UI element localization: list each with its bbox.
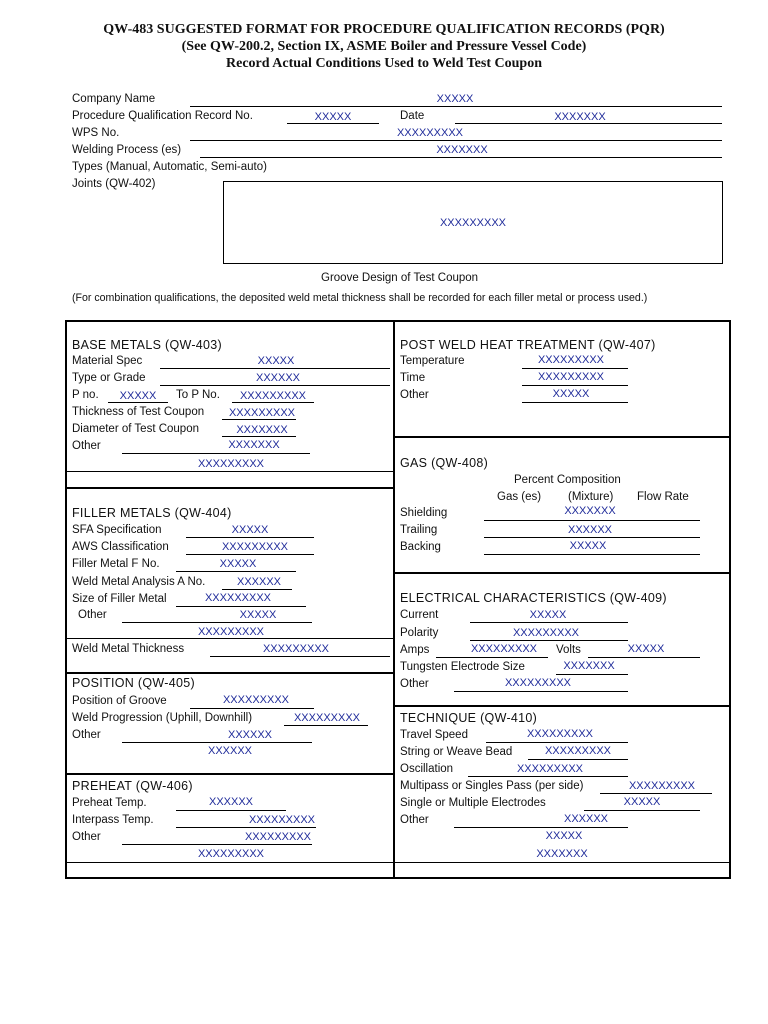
- preheat-temp-field[interactable]: XXXXXX: [208, 796, 254, 808]
- divider: [394, 572, 731, 574]
- welding-process-line: [200, 157, 722, 158]
- form-instruction: Record Actual Conditions Used to Weld Test Coupon: [226, 56, 542, 71]
- line: [122, 622, 312, 623]
- volts-field[interactable]: XXXXX: [627, 643, 665, 655]
- divider: [65, 672, 394, 674]
- pwht-other-field[interactable]: XXXXX: [552, 388, 590, 400]
- divider: [394, 862, 731, 863]
- company-name-label: Company Name: [72, 93, 156, 105]
- string-weave-label: String or Weave Bead: [400, 746, 513, 758]
- p-no-label: P no.: [72, 389, 99, 401]
- trailing-field[interactable]: XXXXXX: [567, 524, 613, 536]
- material-spec-label: Material Spec: [72, 355, 143, 367]
- divider: [394, 436, 731, 438]
- line: [588, 657, 700, 658]
- percent-composition-label: Percent Composition: [514, 474, 621, 486]
- date-field[interactable]: XXXXXXX: [554, 111, 606, 123]
- oscillation-label: Oscillation: [400, 763, 454, 775]
- gas-title: GAS (QW-408): [400, 456, 489, 470]
- filler-extra-field[interactable]: XXXXXXXXX: [197, 626, 265, 638]
- shielding-field[interactable]: XXXXXXX: [564, 505, 616, 517]
- combination-note: (For combination qualifications, the deposited weld metal thickness shall be recorded for each filler metal or process used.): [72, 292, 648, 304]
- progression-field[interactable]: XXXXXXXXX: [293, 712, 361, 724]
- filler-other-label: Other: [78, 609, 107, 621]
- joints-label: Joints (QW-402): [72, 178, 156, 190]
- multipass-field[interactable]: XXXXXXXXX: [628, 780, 696, 792]
- position-title: POSITION (QW-405): [72, 676, 195, 690]
- backing-field[interactable]: XXXXX: [569, 540, 607, 552]
- line: [484, 520, 700, 521]
- backing-label: Backing: [400, 541, 441, 553]
- weld-thickness-field[interactable]: XXXXXXXXX: [262, 643, 330, 655]
- technique-extra-field-1[interactable]: XXXXX: [545, 830, 583, 842]
- oscillation-field[interactable]: XXXXXXXXX: [516, 763, 584, 775]
- line: [176, 571, 296, 572]
- electrodes-label: Single or Multiple Electrodes: [400, 797, 546, 809]
- divider: [65, 862, 394, 863]
- types-label: Types (Manual, Automatic, Semi-auto): [72, 161, 267, 173]
- joints-field[interactable]: XXXXXXXXX: [439, 217, 507, 229]
- current-label: Current: [400, 609, 439, 621]
- divider: [65, 773, 394, 775]
- line: [468, 776, 628, 777]
- shielding-label: Shielding: [400, 507, 448, 519]
- groove-position-label: Position of Groove: [72, 695, 167, 707]
- preheat-temp-label: Preheat Temp.: [72, 797, 147, 809]
- size-label: Size of Filler Metal: [72, 593, 167, 605]
- line: [160, 368, 390, 369]
- line: [470, 622, 628, 623]
- current-field[interactable]: XXXXX: [529, 609, 567, 621]
- diameter-field[interactable]: XXXXXXX: [236, 424, 288, 436]
- pqr-no-label: Procedure Qualification Record No.: [72, 110, 253, 122]
- aws-field[interactable]: XXXXXXXXX: [221, 541, 289, 553]
- thickness-label: Thickness of Test Coupon: [72, 406, 205, 418]
- date-label: Date: [400, 110, 425, 122]
- electrical-other-label: Other: [400, 678, 429, 690]
- amps-label: Amps: [400, 644, 430, 656]
- position-other-field[interactable]: XXXXXX: [227, 729, 273, 741]
- form-subtitle: (See QW-200.2, Section IX, ASME Boiler and Pressure Vessel Code): [181, 39, 587, 54]
- line: [160, 385, 390, 386]
- company-name-line: [190, 106, 722, 107]
- preheat-other-label: Other: [72, 831, 101, 843]
- to-p-no-field[interactable]: XXXXXXXXX: [239, 390, 307, 402]
- aws-label: AWS Classification: [72, 541, 169, 553]
- line: [556, 674, 628, 675]
- sfa-label: SFA Specification: [72, 524, 162, 536]
- line: [122, 844, 312, 845]
- line: [528, 759, 628, 760]
- line: [190, 708, 314, 709]
- mixture-label: (Mixture): [568, 491, 614, 503]
- p-no-field[interactable]: XXXXX: [119, 390, 157, 402]
- line: [484, 537, 700, 538]
- material-spec-field[interactable]: XXXXX: [257, 355, 295, 367]
- line: [122, 742, 312, 743]
- position-extra-field[interactable]: XXXXXX: [207, 745, 253, 757]
- pwht-temperature-field[interactable]: XXXXXXXXX: [537, 354, 605, 366]
- line: [600, 793, 712, 794]
- line: [284, 725, 368, 726]
- technique-other-label: Other: [400, 814, 429, 826]
- line: [584, 810, 700, 811]
- polarity-label: Polarity: [400, 627, 439, 639]
- line: [486, 742, 628, 743]
- amps-field[interactable]: XXXXXXXXX: [470, 643, 538, 655]
- welding-process-field[interactable]: XXXXXXX: [436, 144, 488, 156]
- groove-position-field[interactable]: XXXXXXXXX: [222, 694, 290, 706]
- line: [176, 606, 306, 607]
- interpass-field[interactable]: XXXXXXXXX: [248, 814, 316, 826]
- tungsten-field[interactable]: XXXXXXX: [563, 660, 615, 672]
- progression-label: Weld Progression (Uphill, Downhill): [72, 712, 253, 724]
- groove-caption: Groove Design of Test Coupon: [321, 272, 479, 284]
- base-metals-title: BASE METALS (QW-403): [72, 338, 223, 352]
- pwht-time-field[interactable]: XXXXXXXXX: [537, 371, 605, 383]
- line: [176, 810, 286, 811]
- f-no-field[interactable]: XXXXX: [219, 558, 257, 570]
- volts-label: Volts: [556, 644, 581, 656]
- preheat-extra-field[interactable]: XXXXXXXXX: [197, 848, 265, 860]
- base-other-label: Other: [72, 440, 101, 452]
- pwht-other-label: Other: [400, 389, 429, 401]
- gases-label: Gas (es): [497, 491, 542, 503]
- type-grade-field[interactable]: XXXXXX: [255, 372, 301, 384]
- electrodes-field[interactable]: XXXXX: [623, 796, 661, 808]
- filler-other-field[interactable]: XXXXX: [239, 609, 277, 621]
- line: [222, 589, 292, 590]
- travel-speed-label: Travel Speed: [400, 729, 468, 741]
- column-divider: [393, 320, 395, 879]
- interpass-label: Interpass Temp.: [72, 814, 154, 826]
- line: [186, 537, 314, 538]
- weld-thickness-label: Weld Metal Thickness: [72, 643, 185, 655]
- string-weave-field[interactable]: XXXXXXXXX: [544, 745, 612, 757]
- flow-rate-label: Flow Rate: [637, 491, 689, 503]
- size-field[interactable]: XXXXXXXXX: [204, 592, 272, 604]
- diameter-label: Diameter of Test Coupon: [72, 423, 199, 435]
- pwht-temperature-label: Temperature: [400, 355, 465, 367]
- wps-no-label: WPS No.: [72, 127, 120, 139]
- welding-process-label: Welding Process (es): [72, 144, 182, 156]
- multipass-label: Multipass or Singles Pass (per side): [400, 780, 584, 792]
- line: [176, 827, 316, 828]
- to-p-no-label: To P No.: [176, 389, 220, 401]
- electrical-title: ELECTRICAL CHARACTERISTICS (QW-409): [400, 591, 667, 605]
- line: [186, 554, 314, 555]
- preheat-title: PREHEAT (QW-406): [72, 779, 193, 793]
- line: [122, 453, 310, 454]
- line: [522, 368, 628, 369]
- form-title: QW-483 SUGGESTED FORMAT FOR PROCEDURE QUALIFICATION RECORDS (PQR): [103, 22, 665, 37]
- technique-title: TECHNIQUE (QW-410): [400, 711, 538, 725]
- line: [470, 640, 628, 641]
- technique-extra-field-2[interactable]: XXXXXXX: [536, 848, 588, 860]
- f-no-label: Filler Metal F No.: [72, 558, 160, 570]
- pwht-title: POST WELD HEAT TREATMENT (QW-407): [400, 338, 656, 352]
- pwht-time-label: Time: [400, 372, 426, 384]
- type-grade-label: Type or Grade: [72, 372, 146, 384]
- sfa-field[interactable]: XXXXX: [231, 524, 269, 536]
- base-extra-field[interactable]: XXXXXXXXX: [197, 458, 265, 470]
- line: [210, 656, 390, 657]
- pqr-no-field[interactable]: XXXXX: [314, 111, 352, 123]
- preheat-other-field[interactable]: XXXXXXXXX: [244, 831, 312, 843]
- technique-other-field[interactable]: XXXXXX: [563, 813, 609, 825]
- base-other-field[interactable]: XXXXXXX: [228, 439, 280, 451]
- travel-speed-field[interactable]: XXXXXXXXX: [526, 728, 594, 740]
- filler-metals-title: FILLER METALS (QW-404): [72, 506, 232, 520]
- line: [436, 657, 548, 658]
- divider: [394, 705, 731, 707]
- trailing-label: Trailing: [400, 524, 438, 536]
- divider: [65, 487, 394, 489]
- a-no-field[interactable]: XXXXXX: [236, 576, 282, 588]
- wps-no-field[interactable]: XXXXXXXXX: [396, 127, 464, 139]
- position-other-label: Other: [72, 729, 101, 741]
- electrical-other-field[interactable]: XXXXXXXXX: [504, 677, 572, 689]
- divider: [65, 471, 394, 472]
- line: [522, 402, 628, 403]
- a-no-label: Weld Metal Analysis A No.: [72, 576, 206, 588]
- line: [522, 385, 628, 386]
- thickness-field[interactable]: XXXXXXXXX: [228, 407, 296, 419]
- line: [454, 691, 628, 692]
- line: [484, 554, 700, 555]
- tungsten-label: Tungsten Electrode Size: [400, 661, 525, 673]
- wps-no-line: [190, 140, 722, 141]
- polarity-field[interactable]: XXXXXXXXX: [512, 627, 580, 639]
- line: [454, 827, 628, 828]
- company-name-field[interactable]: XXXXX: [436, 93, 474, 105]
